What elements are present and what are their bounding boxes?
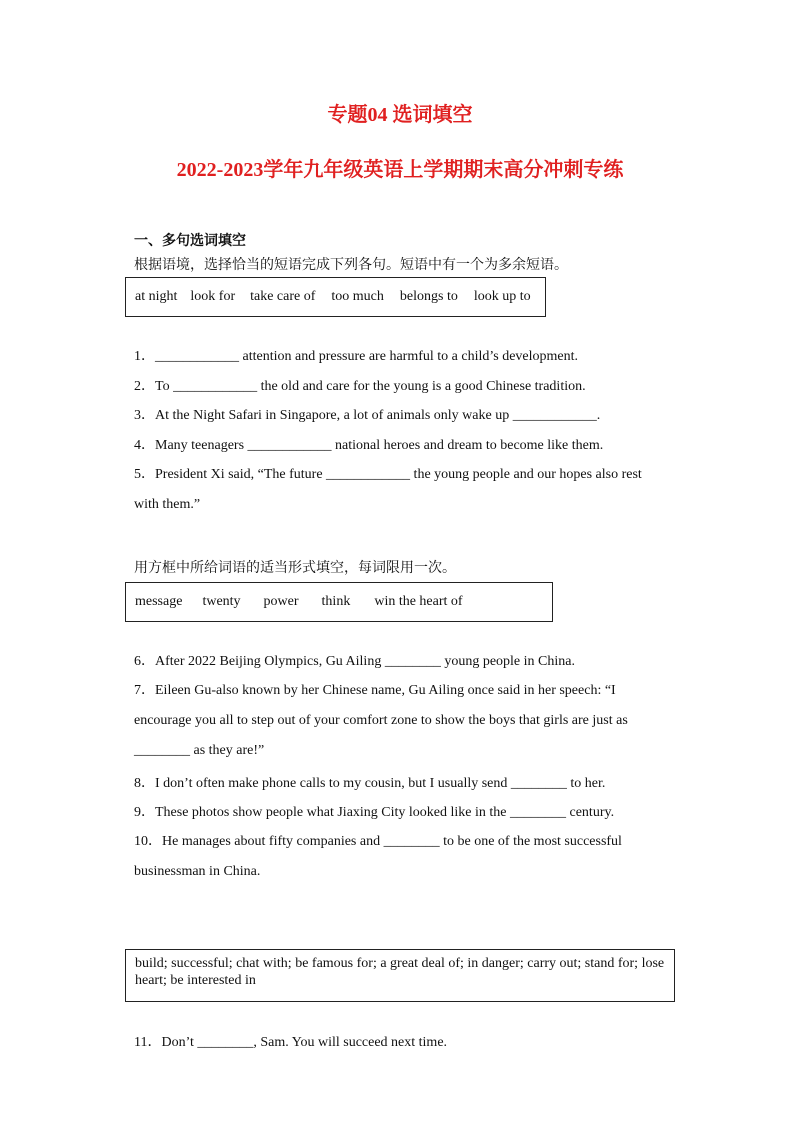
word-option: think	[321, 594, 351, 609]
word-option: too much	[331, 289, 384, 304]
question-5: 5．President Xi said, “The future ____________ the young people and our hopes also rest with them.”	[134, 467, 642, 512]
word-option: power	[263, 594, 299, 609]
question-9: 9．These photos show people what Jiaxing City looked like in the ________ century.	[134, 805, 615, 820]
question-2: 2．To ____________ the old and care for the young is a good Chinese tradition.	[134, 379, 586, 394]
question-4: 4．Many teenagers ____________ national heroes and dream to become like them.	[134, 438, 604, 453]
question-3: 3．At the Night Safari in Singapore, a lot of animals only wake up ____________.	[134, 408, 601, 423]
doc-subtitle: 2022-2023学年九年级英语上学期期末高分冲刺专练	[176, 159, 624, 181]
word-option: message	[135, 594, 183, 609]
section2-instruction: 用方框中所给词语的适当形式填空，每词限用一次。	[134, 560, 456, 576]
word-box-2	[125, 582, 553, 622]
word-option: look for	[190, 289, 236, 304]
word-option: at night	[135, 289, 178, 304]
question-1: 1．____________ attention and pressure are harmful to a child’s development.	[134, 349, 579, 364]
word-option: twenty	[202, 594, 241, 609]
word-box-1	[125, 277, 546, 317]
word-option: belongs to	[399, 289, 458, 304]
word-option: win the heart of	[374, 594, 463, 609]
word-box-3	[125, 949, 675, 1002]
question-8: 8．I don’t often make phone calls to my cousin, but I usually send ________ to her.	[134, 776, 606, 791]
question-11: 11．Don’t ________, Sam. You will succeed next time.	[134, 1035, 448, 1050]
question-6: 6．After 2022 Beijing Olympics, Gu Ailing ________ young people in China.	[134, 654, 575, 669]
question-10: 10．He manages about fifty companies and ________ to be one of the most successful businessman in China.	[134, 834, 622, 879]
question-7: 7．Eileen Gu-also known by her Chinese name, Gu Ailing once said in her speech: “I encourage you all to step out of your comfort zone to show the boys that girls are just as ________ as they are!”	[134, 683, 628, 758]
doc-title: 专题04 选词填空	[327, 104, 473, 126]
section-heading: 一、多句选词填空	[134, 233, 246, 249]
word-option: take care of	[250, 289, 316, 304]
word-box-3-text: build; successful; chat with; be famous for; a great deal of; in danger; carry out; stand for; lose heart; be interested in	[135, 956, 665, 988]
section1-instruction: 根据语境，选择恰当的短语完成下列各句。短语中有一个为多余短语。	[134, 257, 568, 273]
word-option: look up to	[473, 289, 531, 304]
